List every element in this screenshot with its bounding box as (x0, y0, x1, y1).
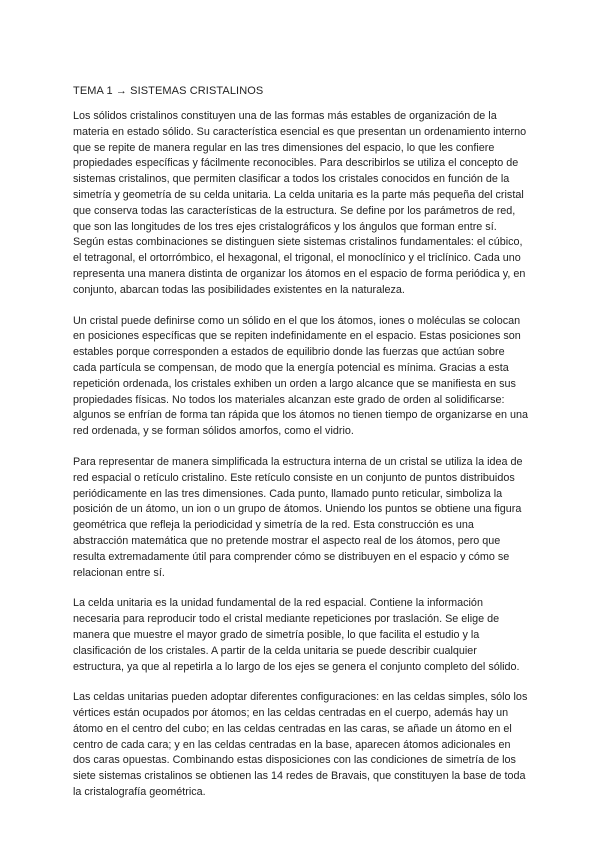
paragraph-bravais-lattices: Las celdas unitarias pueden adoptar diferentes configuraciones: en las celdas simples, sólo los vértices están ocupados por átomos; en las celdas centradas en el cuerpo, además hay un átomo en el centro del cubo; en las celdas centradas en las caras, se añade un átomo en el centro de cada cara; y en las celdas centradas en la base, aparecen átomos adicionales en dos caras opuestas. Combinando estas disposiciones con las condiciones de simetría de los siete sistemas cristalinos se obtienen las 14 redes de Bravais, que constituyen la base de toda la cristalografía geométrica. (73, 691, 528, 799)
paragraph-unit-cell: La celda unitaria es la unidad fundamental de la red espacial. Contiene la información necesaria para reproducir todo el cristal mediante repeticiones por traslación. Se elige de manera que muestre el mayor grado de simetría posible, lo que facilita el estudio y la clasificación de los cristales. A partir de la celda unitaria se puede describir cualquier estructura, ya que al repetirla a lo largo de los ejes se genera el conjunto completo del sólido. (73, 597, 520, 673)
paragraph-crystalline-solids: Los sólidos cristalinos constituyen una de las formas más estables de organización de la materia en estado sólido. Su característica esencial es que presentan un ordenamiento interno que se repite de manera regular en las tres dimensiones del espacio, lo que les confiere propiedades específicas y fácilmente reconocibles. Para describirlos se utiliza el concepto de sistemas cristalinos, que permiten clasificar a todos los cristales conocidos en función de la simetría y geometría de su celda unitaria. La celda unitaria es la parte más pequeña del cristal que conserva todas las características de la estructura. Se define por los parámetros de red, que son las longitudes de los tres ejes cristalográficos y los ángulos que forman entre sí. Según estas combinaciones se distinguen siete sistemas cristalinos fundamentales: el cúbico, el tetragonal, el ortorrómbico, el hexagonal, el trigonal, el monoclínico y el triclínico. Cada uno representa una manera distinta de organizar los átomos en el espacio de forma periódica y, en conjunto, abarcan todas las posibilidades existentes en la naturaleza. (73, 110, 527, 296)
document-title: TEMA 1 → SISTEMAS CRISTALINOS (73, 85, 264, 97)
paragraph-space-lattice: Para representar de manera simplificada la estructura interna de un cristal se utiliza la idea de red espacial o retículo cristalino. Este retículo consiste en un conjunto de puntos distribuidos periódicamente en las tres dimensiones. Cada punto, llamado punto reticular, simboliza la posición de un átomo, un ion o un grupo de átomos. Uniendo los puntos se obtiene una figura geométrica que refleja la periodicidad y simetría de la red. Esta construcción es una abstracción matemática que no pretende mostrar el aspecto real de los átomos, pero que resulta extremadamente útil para comprender cómo se distribuyen en el espacio y cómo se relacionan entre sí. (73, 455, 523, 579)
document-body (73, 84, 529, 816)
paragraph-crystal-definition: Un cristal puede definirse como un sólido en el que los átomos, iones o moléculas se colocan en posiciones específicas que se repiten indefinidamente en el espacio. Estas posiciones son estables porque corresponden a estados de equilibrio donde las fuerzas que actúan sobre cada partícula se compensan, de modo que la energía potencial es mínima. Gracias a esta repetición ordenada, los cristales exhiben un orden a largo alcance que se manifiesta en sus propiedades físicas. No todos los materiales alcanzan este grado de orden al solidificarse: algunos se enfrían de forma tan rápida que los átomos no tienen tiempo de organizarse en una red ordenada, y se forman sólidos amorfos, como el vidrio. (73, 314, 528, 438)
